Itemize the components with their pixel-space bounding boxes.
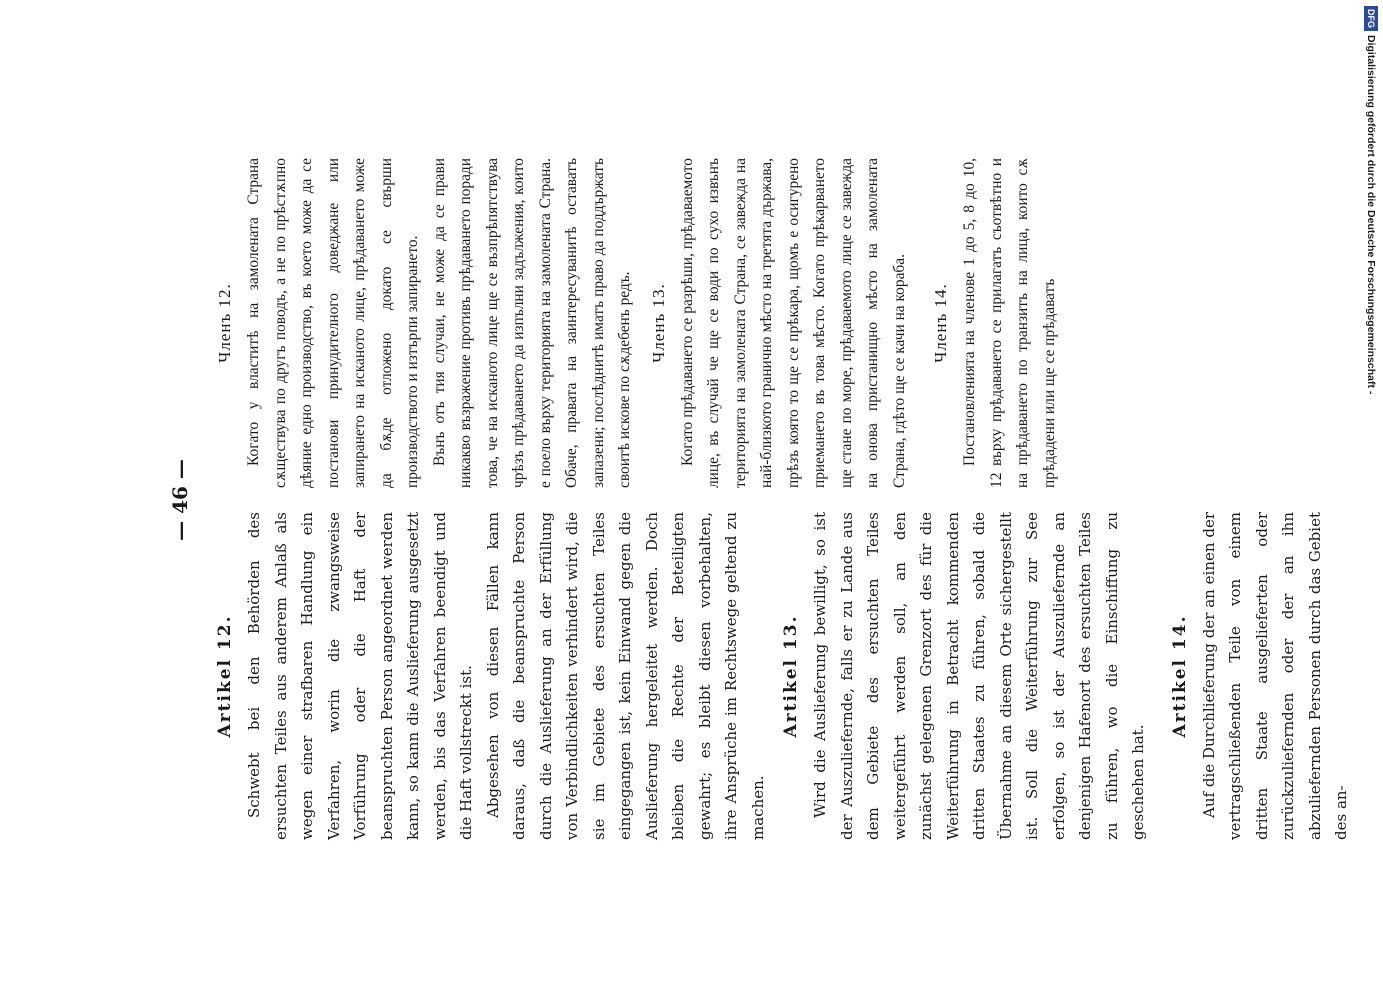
- bulgarian-article-12-para-1: Когато у властитѣ на замолената Страна сѫществува по другъ поводъ, а не по прѣстѫпно дѣяние едно производство, въ което може да се постанови принудителного доведжане или запирането на исканото лице, прѣдаването може да бѫде отложено докато се свърши производството и изтърпи запирането.: [245, 158, 421, 488]
- bulgarian-article-12-para-2: Вънъ отъ тия случаи, не може да се прави никакво възражение противъ прѣдаването поради това, че на исканото лице ще се възпрѣпятствува чрѣзъ прѣдаването да изпълни задължения, които е поело върху територията на замолената Страна. Обаче, правата на заинтересуванитѣ оставатъ запазени; послѣднитѣ иматъ право да поддържатъ своитѣ искове по сѫдебенъ редъ.: [430, 158, 633, 488]
- german-article-12-para-1: Schwebt bei den Behörden des ersuchten Teiles aus anderem Anlaß als wegen einer strafbaren Handlung ein Verfahren, worin die zwangsweise Vorführung oder die Haft der beanspruchten Person angeordnet werden kann, so kann die Auslieferung ausgesetzt werden, bis das Verfahren beendigt und die Haft vollstreckt ist.: [245, 512, 475, 840]
- dfg-logo-icon: DFG: [1364, 6, 1378, 31]
- german-article-12: [215, 512, 771, 840]
- german-column: [215, 512, 1359, 840]
- german-article-12-para-2: Abgesehen von diesen Fällen kann daraus, daß die beanspruchte Person durch die Auslieferung an der Erfüllung von Verbindlichkeiten verhindert wird, die sie im Gebiete des ersuchten Teiles eingegangen ist, kein Einwand gegen die Auslieferung hergeleitet werden. Doch bleiben die Rechte der Beteiligten gewahrt; es bleibt diesen vorbehalten, ihre Ansprüche im Rechtswege geltend zu machen.: [483, 512, 767, 840]
- bulgarian-article-13: [649, 158, 914, 488]
- bulgarian-article-12: [215, 158, 639, 488]
- german-article-14-title: Artikel 14.: [1169, 614, 1190, 738]
- bulgarian-article-14-title: Членъ 14.: [931, 283, 950, 363]
- german-article-13-para-1: Wird die Auslieferung bewilligt, so ist der Auszuliefernde, falls er zu Lande aus dem Gebiete des ersuchten Teiles weitergeführt werden soll, an den zunächst gelegenen Grenzort des für die Weiterführung in Betracht kommenden dritten Staates zu führen, sobald die Übernahme an diesem Orte sichergestellt ist. Soll die Weiterführung zur See erfolgen, so ist der Auszuliefernde an denjenigen Hafenort des ersuchten Teiles zu führen, wo die Einschiffung zu geschehen hat.: [811, 512, 1147, 840]
- german-article-13: [781, 512, 1152, 840]
- bulgarian-article-12-title: Членъ 12.: [215, 283, 234, 363]
- german-article-14: [1170, 512, 1355, 840]
- bulgarian-column: [215, 158, 1067, 488]
- german-article-13-title: Artikel 13.: [781, 614, 801, 738]
- bulgarian-article-13-para-1: Когато прѣдаването се разрѣши, прѣдаваемото лице, въ случай че ще се води по сухо извънъ територията на замолената Страна, се завежда на най-близкото гранично мѣсто на третята държава, прѣзъ която то ще се прѣкара, щомъ е осигурено приемането въ това мѣсто. Когато прѣкарването ще стане по море, прѣдаваемото лице се завежда на онова пристанищно мѣсто на замолената Страна, гдѣто ще се качи на кораба.: [678, 158, 908, 488]
- german-article-12-title: Artikel 12.: [215, 614, 235, 738]
- digitization-credit-text: Digitalisierung gefördert durch die Deutsche Forschungsgemeinschaft -: [1365, 35, 1377, 395]
- bulgarian-article-14: [931, 158, 1063, 488]
- rotated-page-content: [160, 150, 1350, 850]
- page-number: — 46 —: [168, 459, 192, 541]
- german-article-14-para-1: Auf die Durchlieferung der an einen der vertragschließenden Teile von einem dritten Staate ausgelieferten oder zurückzuliefernden oder der an ihn abzuliefernden Personen durch das Gebiet des an-: [1199, 512, 1350, 840]
- digitization-credit: [1362, 6, 1380, 446]
- bulgarian-article-13-title: Членъ 13.: [648, 283, 668, 363]
- bulgarian-article-14-para-1: Постановленията на членове 1 до 5, 8 до 10, 12 върху прѣдаването се прилагатъ съотвѣтно и на прѣдаването по транзитъ на лица, които сѫ прѣдадени или ще се прѣдаватъ: [961, 158, 1058, 488]
